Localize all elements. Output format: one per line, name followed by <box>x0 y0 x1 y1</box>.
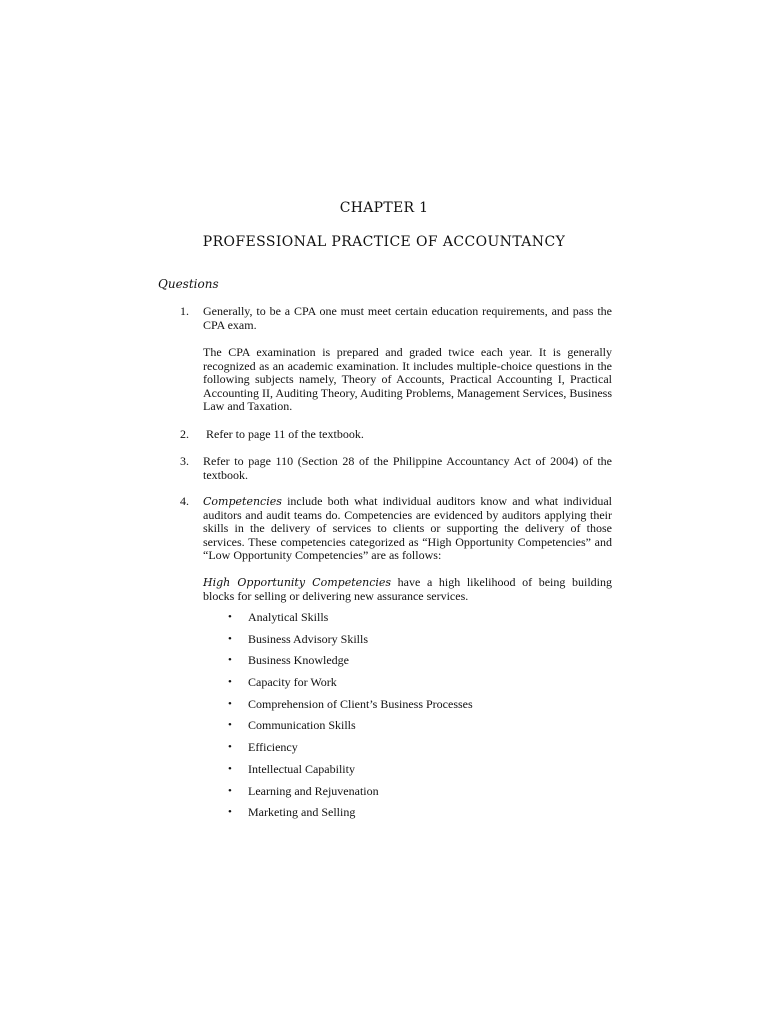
list-item <box>228 784 473 806</box>
list-item <box>228 610 473 632</box>
question-text: Refer to page 110 (Section 28 of the Philippine Accountancy Act of 2004) of the textbook. <box>203 454 612 482</box>
bullet-icon: • <box>228 654 232 667</box>
list-item <box>228 653 473 675</box>
list-item-label: Business Knowledge <box>248 653 349 668</box>
questions-heading: Questions <box>158 277 219 291</box>
list-item <box>228 718 473 740</box>
competency-list <box>228 610 473 827</box>
list-item-label: Analytical Skills <box>248 610 329 624</box>
list-item-label: Learning and Rejuvenation <box>248 783 379 798</box>
bullet-icon: • <box>228 611 232 623</box>
chapter-heading: CHAPTER 1 <box>339 200 429 216</box>
question-item-2 <box>180 428 612 442</box>
bullet-icon: • <box>228 741 232 754</box>
question-item-4 <box>180 495 612 563</box>
list-item <box>228 632 473 654</box>
list-item-label: Efficiency <box>248 740 298 755</box>
question-number: 4. <box>180 494 189 508</box>
question-number: 2. <box>180 427 189 441</box>
list-item-label: Business Advisory Skills <box>248 631 369 646</box>
question-item-1 <box>180 305 612 332</box>
high-opportunity-description: have a high likelihood of being building blocks for selling or delivering new assurance services. <box>203 575 612 603</box>
question-text <box>203 495 612 563</box>
bullet-icon: • <box>228 806 232 819</box>
bullet-icon: • <box>228 762 232 775</box>
list-item-label: Intellectual Capability <box>248 761 355 776</box>
list-item <box>228 697 473 719</box>
bullet-icon: • <box>228 632 232 645</box>
list-item-label: Marketing and Selling <box>248 805 356 820</box>
list-item <box>228 762 473 784</box>
question-text: Generally, to be a CPA one must meet certain education requirements, and pass the CPA exam. <box>203 304 612 332</box>
high-opportunity-paragraph <box>203 576 612 603</box>
chapter-title: PROFESSIONAL PRACTICE OF ACCOUNTANCY <box>202 234 566 250</box>
competencies-term: Competencies <box>203 495 282 508</box>
bullet-icon: • <box>228 697 232 710</box>
question-text: Refer to page 11 of the textbook. <box>203 427 364 441</box>
list-item <box>228 740 473 762</box>
list-item-label: Communication Skills <box>248 718 356 733</box>
high-opportunity-term: High Opportunity Competencies <box>203 576 392 589</box>
question-1-paragraph: The CPA examination is prepared and graded twice each year. It is generally recognized as an academic examination. It includes multiple-choice questions in the following subjects namely, Theory of Accounts, Practical Accounting I, Practical Accounting II, Auditing Theory, Auditing Problems, Management Services, Business Law and Taxation. <box>203 345 612 414</box>
list-item <box>228 675 473 697</box>
bullet-icon: • <box>228 719 232 732</box>
question-number: 1. <box>180 304 189 318</box>
list-item <box>228 805 473 827</box>
list-item-label: Comprehension of Client’s Business Processes <box>248 696 473 711</box>
list-item-label: Capacity for Work <box>248 675 337 690</box>
question-number: 3. <box>180 454 189 468</box>
bullet-icon: • <box>228 784 232 797</box>
bullet-icon: • <box>228 676 232 689</box>
question-item-3 <box>180 455 612 482</box>
competencies-description: include both what individual auditors know and what individual auditors and audit teams do. Competencies are evidenced by auditors applying their skills in the delivery of services to clients or supporting the delivery of those services. These competencies categorized as “High Opportunity Competencies” and “Low Opportunity Competencies” are as follows: <box>203 494 612 563</box>
